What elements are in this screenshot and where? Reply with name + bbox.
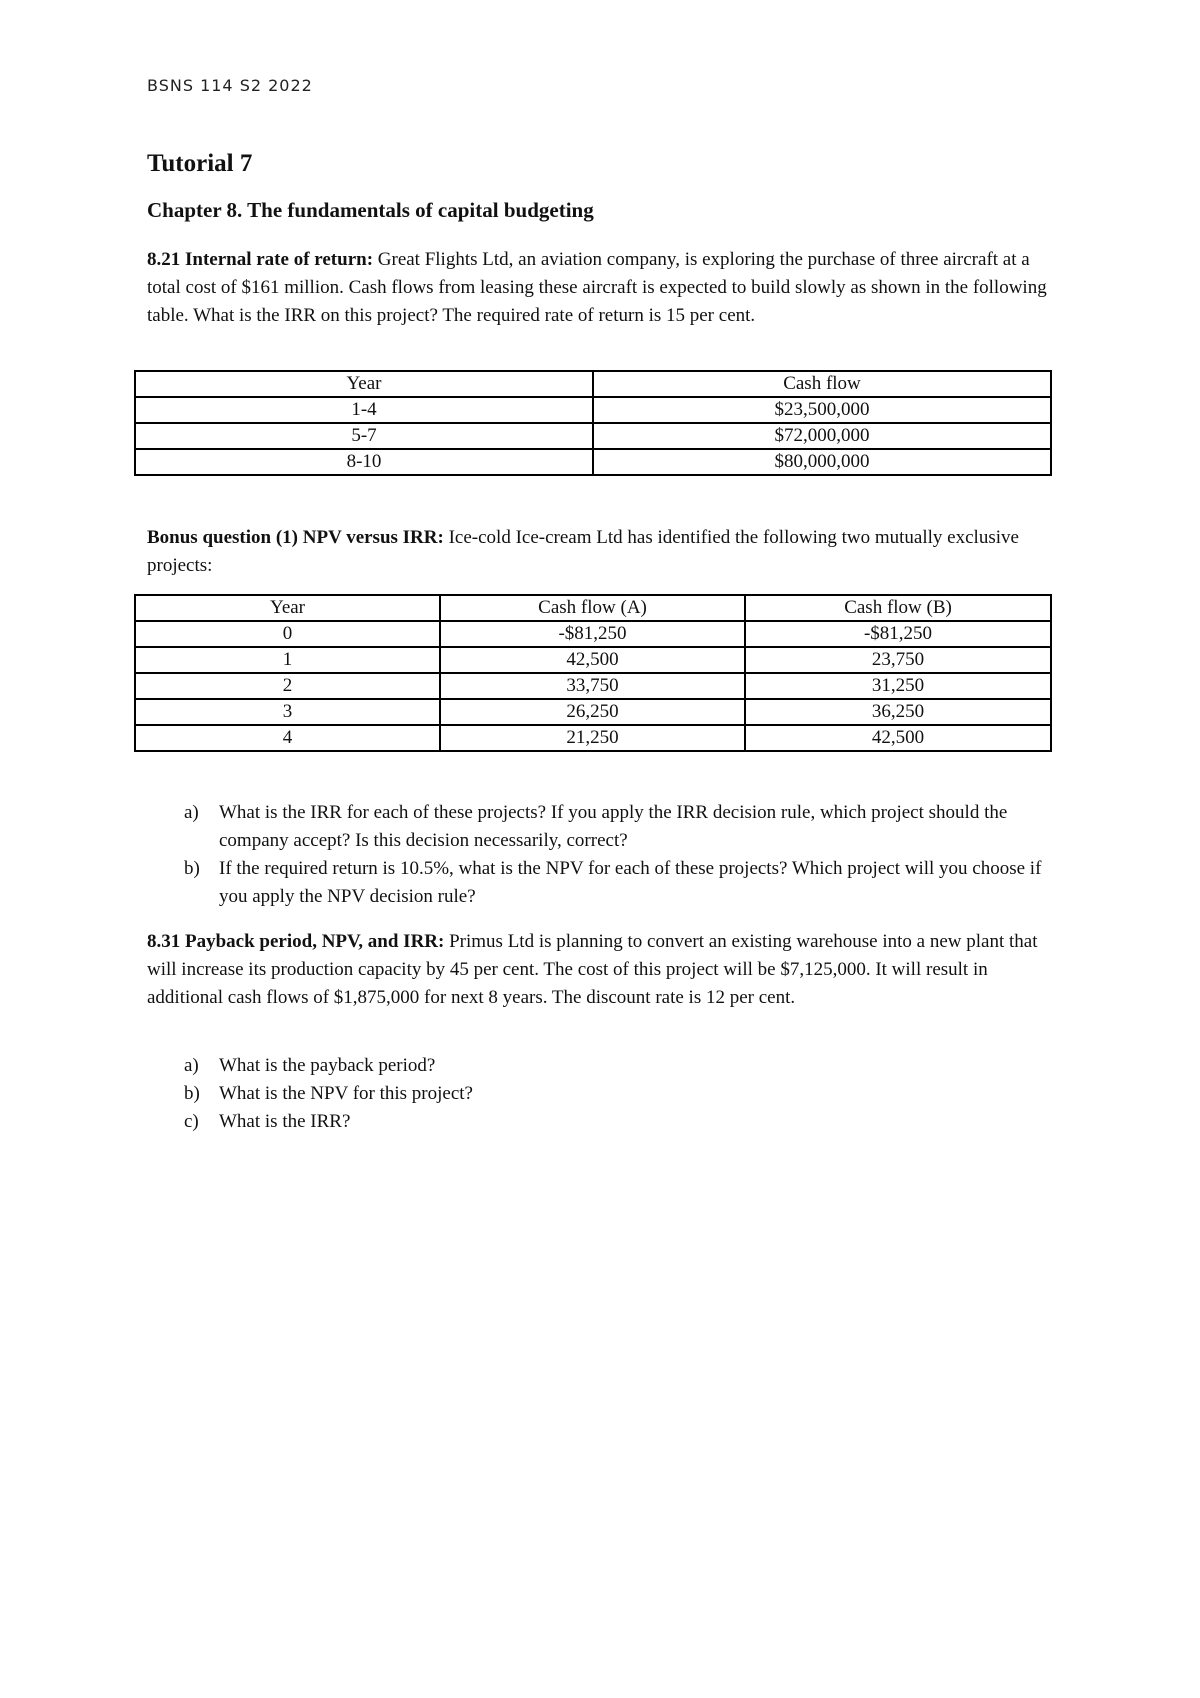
table-cell: 21,250 xyxy=(440,725,745,751)
table-cell: 5-7 xyxy=(135,423,593,449)
table-cell: 8-10 xyxy=(135,449,593,475)
table-cell: 36,250 xyxy=(745,699,1051,725)
table-header-cell: Year xyxy=(135,371,593,397)
chapter-heading: Chapter 8. The fundamentals of capital budgeting xyxy=(147,198,594,222)
list-item-text: What is the IRR for each of these projects? If you apply the IRR decision rule, which project should the company accept? Is this decision necessarily, correct? xyxy=(219,802,1008,851)
page-title: Tutorial 7 xyxy=(147,150,253,177)
npv-irr-cashflow-table xyxy=(134,594,1052,752)
question-8-31 xyxy=(147,928,1067,1012)
table-cell: 1 xyxy=(135,647,440,673)
list-item-text: What is the payback period? xyxy=(219,1055,436,1076)
question-8-31-text: Primus Ltd is planning to convert an existing warehouse into a new plant that will increase its production capacity by 45 per cent. The cost of this project will be $7,125,000. It will result in additional cash flows of $1,875,000 for next 8 years. The discount rate is 12 per cent. xyxy=(147,931,1038,1008)
list-item-text: If the required return is 10.5%, what is the NPV for each of these projects? Which project will you choose if you apply the NPV decision rule? xyxy=(219,858,1042,907)
table-row xyxy=(135,449,1051,475)
document-header: BSNS 114 S2 2022 xyxy=(147,76,313,95)
table-row xyxy=(135,647,1051,673)
table-cell: 26,250 xyxy=(440,699,745,725)
list-item xyxy=(147,1052,1067,1080)
table-row xyxy=(135,423,1051,449)
table-cell: -$81,250 xyxy=(440,621,745,647)
bonus-question xyxy=(147,524,1067,580)
irr-cashflow-table xyxy=(134,370,1052,476)
table-header-cell: Year xyxy=(135,595,440,621)
list-item-text: What is the NPV for this project? xyxy=(219,1083,473,1104)
bonus-question-parts xyxy=(147,799,1067,911)
table-cell: 2 xyxy=(135,673,440,699)
table-row xyxy=(135,699,1051,725)
question-8-21-text: Great Flights Ltd, an aviation company, is exploring the purchase of three aircraft at a total cost of $161 million. Cash flows from leasing these aircraft is expected to build slowly as shown in the following table. What is the IRR on this project? The required rate of return is 15 per cent. xyxy=(147,249,1047,326)
table-header-cell: Cash flow (A) xyxy=(440,595,745,621)
table-cell: $80,000,000 xyxy=(593,449,1051,475)
list-item xyxy=(147,855,1067,911)
list-marker: b) xyxy=(184,858,200,879)
table-cell: 3 xyxy=(135,699,440,725)
table-cell: 42,500 xyxy=(745,725,1051,751)
table-header-cell: Cash flow (B) xyxy=(745,595,1051,621)
question-8-21-label: 8.21 Internal rate of return: xyxy=(147,249,374,270)
list-item xyxy=(147,799,1067,855)
table-cell: 23,750 xyxy=(745,647,1051,673)
bonus-question-label: Bonus question (1) NPV versus IRR: xyxy=(147,527,444,548)
list-marker: a) xyxy=(184,1055,199,1076)
table-cell: 33,750 xyxy=(440,673,745,699)
table-row xyxy=(135,725,1051,751)
table-header-row xyxy=(135,371,1051,397)
question-8-21 xyxy=(147,246,1067,330)
table-row xyxy=(135,673,1051,699)
list-marker: b) xyxy=(184,1083,200,1104)
table-cell: 0 xyxy=(135,621,440,647)
table-row xyxy=(135,397,1051,423)
question-8-31-parts xyxy=(147,1052,1067,1136)
table-cell: 42,500 xyxy=(440,647,745,673)
question-8-31-label: 8.31 Payback period, NPV, and IRR: xyxy=(147,931,445,952)
table-cell: 4 xyxy=(135,725,440,751)
table-cell: $72,000,000 xyxy=(593,423,1051,449)
list-marker: a) xyxy=(184,802,199,823)
table-row xyxy=(135,621,1051,647)
table-cell: -$81,250 xyxy=(745,621,1051,647)
table-header-row xyxy=(135,595,1051,621)
table-cell: 31,250 xyxy=(745,673,1051,699)
table-cell: 1-4 xyxy=(135,397,593,423)
list-item xyxy=(147,1080,1067,1108)
list-item-text: What is the IRR? xyxy=(219,1111,351,1132)
list-marker: c) xyxy=(184,1111,199,1132)
table-cell: $23,500,000 xyxy=(593,397,1051,423)
list-item xyxy=(147,1108,1067,1136)
table-header-cell: Cash flow xyxy=(593,371,1051,397)
bonus-question-text: Ice-cold Ice-cream Ltd has identified the following two mutually exclusive projects: xyxy=(147,527,1019,576)
